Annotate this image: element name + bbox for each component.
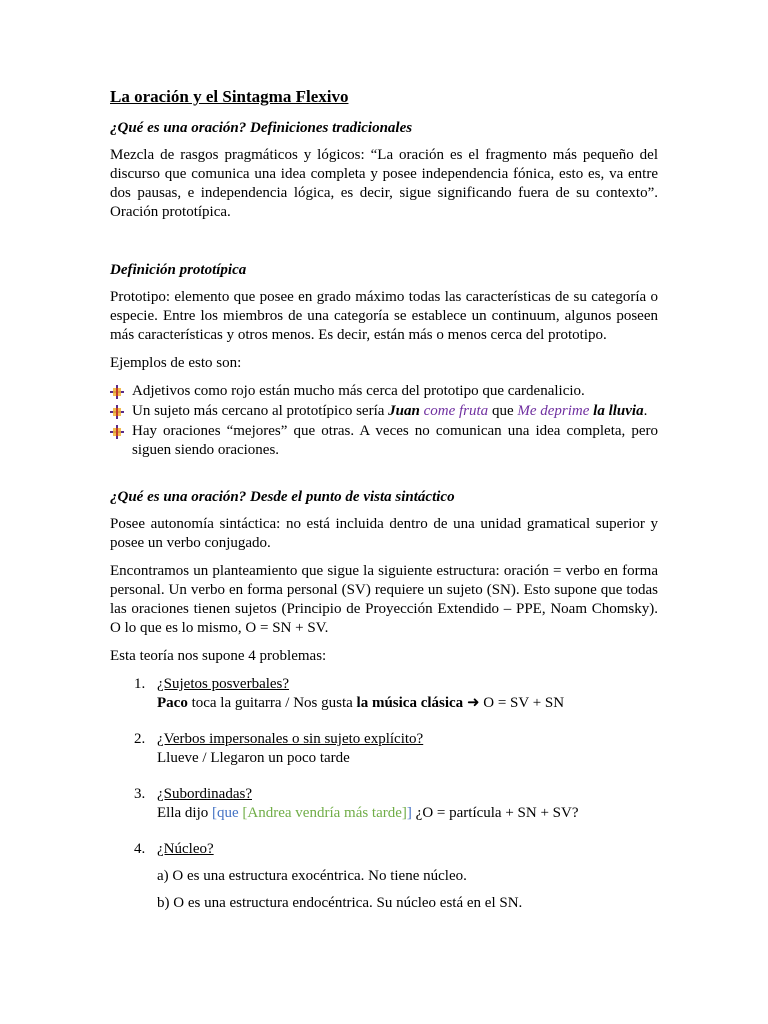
example-predicate-come-fruta: come fruta bbox=[423, 403, 489, 419]
paragraph-autonomy: Posee autonomía sintáctica: no está incluida dentro de una unidad gramatical superior y posee un verbo conjugado. bbox=[110, 516, 658, 551]
bullet-text: Hay oraciones “mejores” que otras. A veces no comunican una idea completa, pero siguen siendo oraciones. bbox=[132, 423, 658, 458]
paragraph-traditional-definition: Mezcla de rasgos pragmáticos y lógicos: “La oración es el fragmento más pequeño del discurso que comunica una idea completa y posee independencia fónica, esto es, va entre dos pausas, e independencia lógica, es decir, sigue significando fuera de su contexto”. Oración prototípica. bbox=[110, 147, 658, 220]
example-subject-la-lluvia: la lluvia bbox=[593, 403, 644, 419]
problems-list bbox=[110, 675, 658, 913]
list-item bbox=[132, 422, 658, 460]
problem-example: Paco toca la guitarra / Nos gusta la música clásica ➜ O = SV + SN bbox=[157, 695, 565, 711]
list-number: 2. bbox=[134, 731, 146, 747]
document-page bbox=[110, 86, 658, 930]
paragraph-structure: Encontramos un planteamiento que sigue la siguiente estructura: oración = verbo en forma personal. Un verbo en forma personal (SV) requiere un sujeto (SN). Esto supone que todas las oraciones tienen sujetos (Principio de Proyección Extendido – PPE, Noam Chomsky). O lo que es lo mismo, O = SN + SV. bbox=[110, 563, 658, 636]
problem-option-b: b) O es una estructura endocéntrica. Su núcleo está en el SN. bbox=[157, 895, 523, 911]
document-title: La oración y el Sintagma Flexivo bbox=[110, 87, 349, 106]
section-heading-prototypical: Definición prototípica bbox=[110, 262, 247, 278]
section-heading-syntactic: ¿Qué es una oración? Desde el punto de vista sintáctico bbox=[110, 489, 455, 505]
bullet-icon bbox=[110, 425, 124, 439]
problem-example: Ella dijo [que [Andrea vendría más tarde]] ¿O = partícula + SN + SV? bbox=[157, 805, 579, 821]
bullet-icon bbox=[110, 405, 124, 419]
list-number: 4. bbox=[134, 841, 146, 857]
problem-question: ¿Verbos impersonales o sin sujeto explícito? bbox=[157, 731, 424, 747]
problem-question: ¿Subordinadas? bbox=[157, 786, 252, 802]
section-heading-traditional: ¿Qué es una oración? Definiciones tradicionales bbox=[110, 120, 413, 136]
problem-question: ¿Núcleo? bbox=[157, 841, 214, 857]
list-item bbox=[110, 730, 658, 768]
list-item bbox=[132, 382, 658, 401]
problem-example: Llueve / Llegaron un poco tarde bbox=[157, 750, 350, 766]
paragraph-examples-intro: Ejemplos de esto son: bbox=[110, 355, 242, 371]
list-item bbox=[110, 675, 658, 713]
paragraph-prototype: Prototipo: elemento que posee en grado máximo todas las características de su categoría o especie. Entre los miembros de una categoría se establece un continuum, algunos poseen más características y otros menos. Es decir, están más o menos cerca del prototipo. bbox=[110, 289, 658, 343]
bullet-icon bbox=[110, 385, 124, 399]
example-predicate-me-deprime: Me deprime bbox=[517, 403, 590, 419]
bullet-text: Un sujeto más cercano al prototípico sería bbox=[132, 403, 389, 419]
list-item bbox=[110, 840, 658, 913]
list-item: Un sujeto más cercano al prototípico sería Juan come fruta que Me deprime la lluvia. bbox=[132, 402, 658, 421]
examples-list bbox=[110, 382, 658, 460]
list-number: 3. bbox=[134, 786, 146, 802]
problem-option-a: a) O es una estructura exocéntrica. No tiene núcleo. bbox=[157, 868, 467, 884]
example-subject-juan: Juan bbox=[388, 403, 420, 419]
list-item bbox=[110, 785, 658, 823]
bullet-text: Adjetivos como rojo están mucho más cerca del prototipo que cardenalicio. bbox=[132, 383, 585, 399]
list-number: 1. bbox=[134, 676, 146, 692]
problem-question: ¿Sujetos posverbales? bbox=[157, 676, 290, 692]
paragraph-problems-intro: Esta teoría nos supone 4 problemas: bbox=[110, 648, 327, 664]
